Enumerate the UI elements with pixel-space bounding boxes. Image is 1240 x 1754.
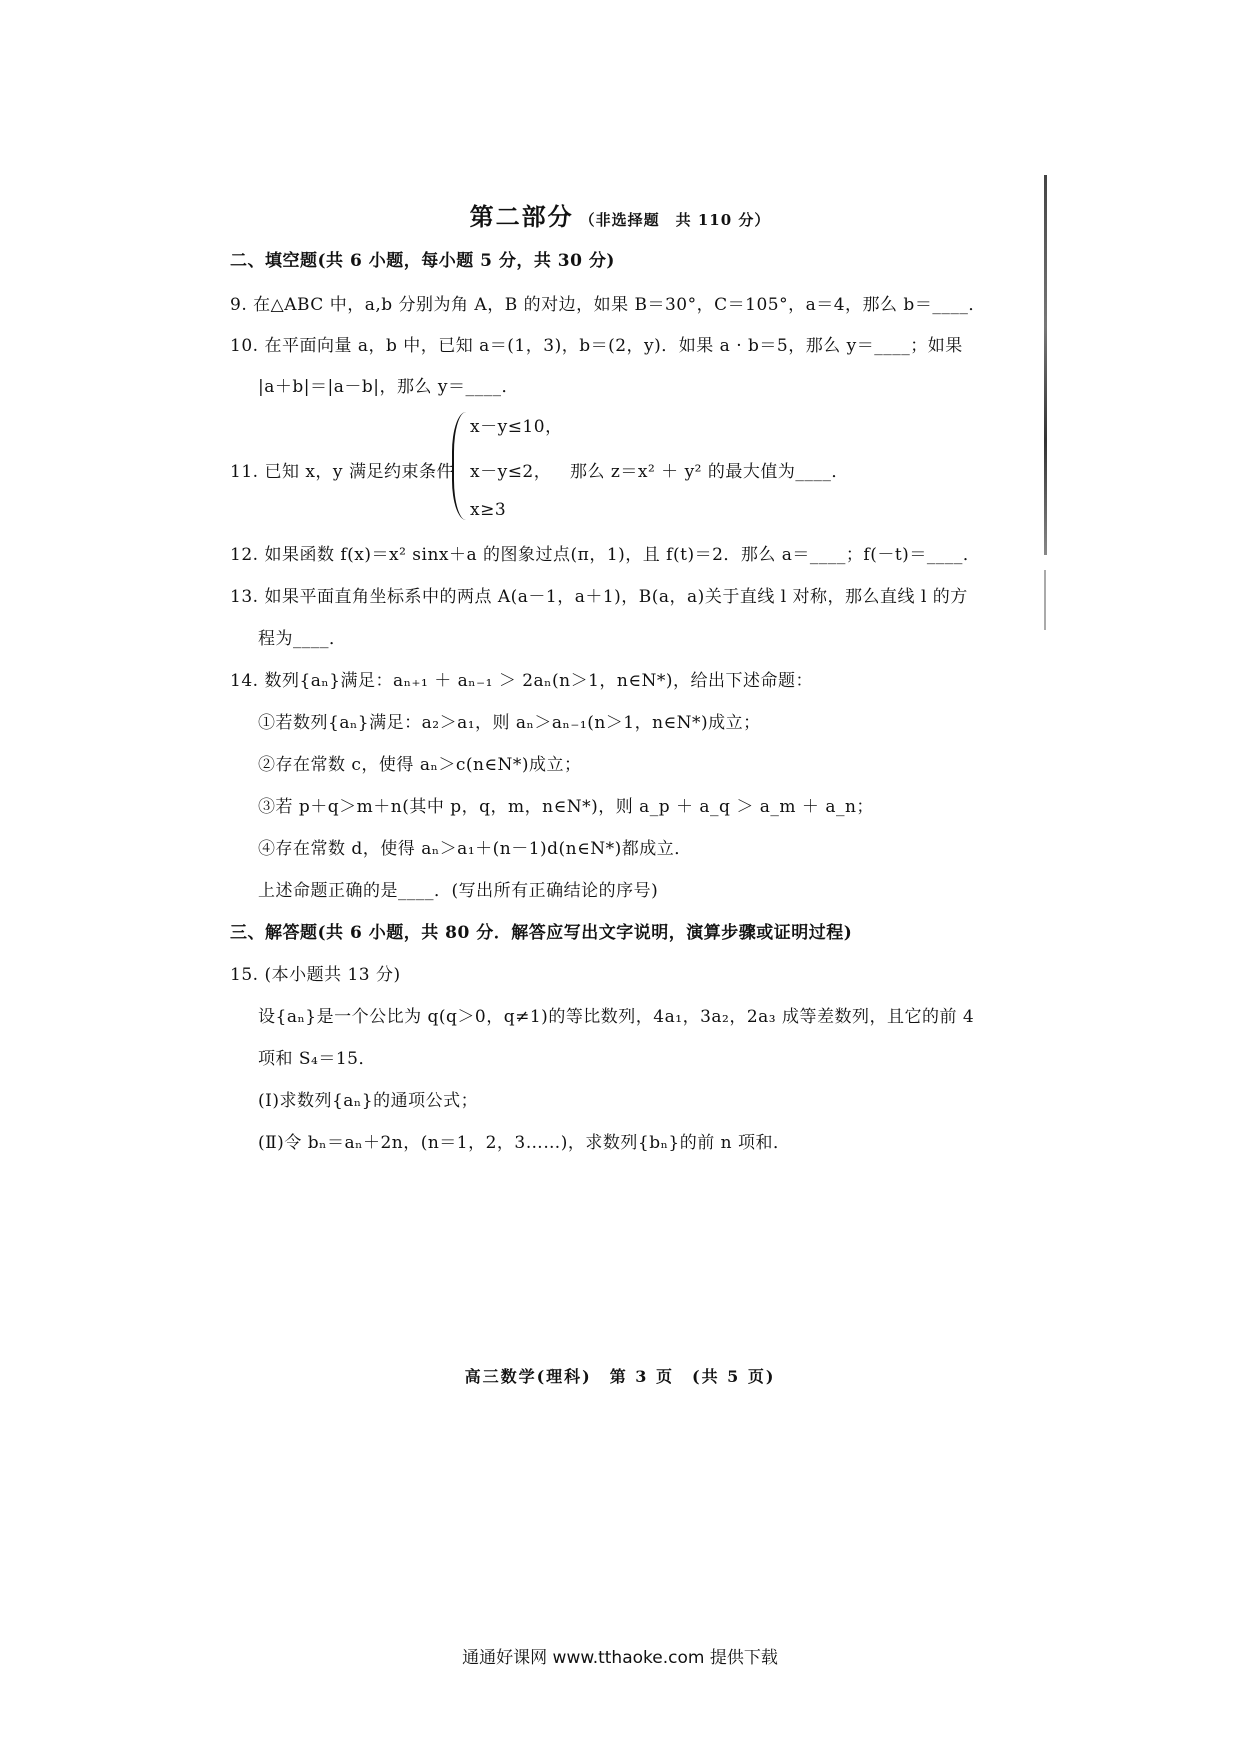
question-10-line2: |a＋b|＝|a－b|，那么 y＝____． <box>258 377 519 397</box>
question-14-proposition-3: ③若 p＋q＞m＋n(其中 p，q，m，n∈N*)，则 a_p ＋ a_q ＞ a_m ＋ a_n； <box>258 797 874 817</box>
part-title-main: 第二部分 <box>469 202 574 231</box>
question-15-head: 15. (本小题共 13 分) <box>230 965 401 985</box>
section3-header: 三、解答题(共 6 小题，共 80 分．解答应写出文字说明，演算步骤或证明过程) <box>230 923 853 943</box>
question-10-line1: 10. 在平面向量 a，b 中，已知 a＝(1，3)，b＝(2，y)．如果 a · b＝5，那么 y＝____；如果 <box>230 336 963 356</box>
question-14-proposition-4: ④存在常数 d，使得 aₙ＞a₁＋(n－1)d(n∈N*)都成立． <box>258 839 692 859</box>
question-15-part2: (Ⅱ)令 bₙ＝aₙ＋2n，(n＝1，2，3……)，求数列{bₙ}的前 n 项和． <box>258 1133 791 1153</box>
question-9: 9. 在△ABC 中，a,b 分别为角 A，B 的对边，如果 B＝30°，C＝105°，a＝4，那么 b＝____． <box>230 295 986 315</box>
page-footer: 高三数学(理科) 第 3 页 (共 5 页) <box>464 1367 776 1386</box>
question-14-lead: 14. 数列{aₙ}满足：aₙ₊₁ ＋ aₙ₋₁ ＞ 2aₙ(n＞1，n∈N*)，给出下述命题： <box>230 671 813 691</box>
constraint-brace <box>452 412 468 520</box>
question-11-lead: 11. 已知 x，y 满足约束条件 <box>230 462 454 482</box>
question-13-line1: 13. 如果平面直角坐标系中的两点 A(a－1，a＋1)，B(a，a)关于直线 l 对称，那么直线 l 的方 <box>230 587 968 607</box>
part-title <box>0 197 1240 232</box>
question-14-proposition-2: ②存在常数 c，使得 aₙ＞c(n∈N*)成立； <box>258 755 582 775</box>
question-15-part1: (Ⅰ)求数列{aₙ}的通项公式； <box>258 1091 479 1111</box>
question-11-constraint-3: x≥3 <box>470 500 507 520</box>
question-14-end: 上述命题正确的是____．(写出所有正确结论的序号) <box>258 881 659 901</box>
question-11-constraint-2: x－y≤2， <box>470 462 552 482</box>
scan-edge-line <box>1044 175 1047 555</box>
part-title-subtitle: （非选择题 共 110 分） <box>579 211 771 229</box>
scan-edge-line-lower <box>1044 570 1046 630</box>
question-15-line2: 项和 S₄＝15． <box>258 1049 376 1069</box>
question-11-constraint-1: x－y≤10， <box>470 417 563 437</box>
question-15-line1: 设{aₙ}是一个公比为 q(q＞0，q≠1)的等比数列，4a₁，3a₂，2a₃ 成等差数列，且它的前 4 <box>258 1007 975 1027</box>
question-14-proposition-1: ①若数列{aₙ}满足：a₂＞a₁，则 aₙ＞aₙ₋₁(n＞1，n∈N*)成立； <box>258 713 761 733</box>
question-11-tail: 那么 z＝x² ＋ y² 的最大值为____． <box>570 462 849 482</box>
question-13-line2: 程为____． <box>258 629 347 649</box>
question-12: 12. 如果函数 f(x)＝x² sinx＋a 的图象过点(π，1)，且 f(t)＝2．那么 a＝____；f(－t)＝____． <box>230 545 981 565</box>
section2-header: 二、填空题(共 6 小题，每小题 5 分，共 30 分) <box>230 251 615 271</box>
site-footer: 通通好课网 www.tthaoke.com 提供下载 <box>462 1648 778 1668</box>
